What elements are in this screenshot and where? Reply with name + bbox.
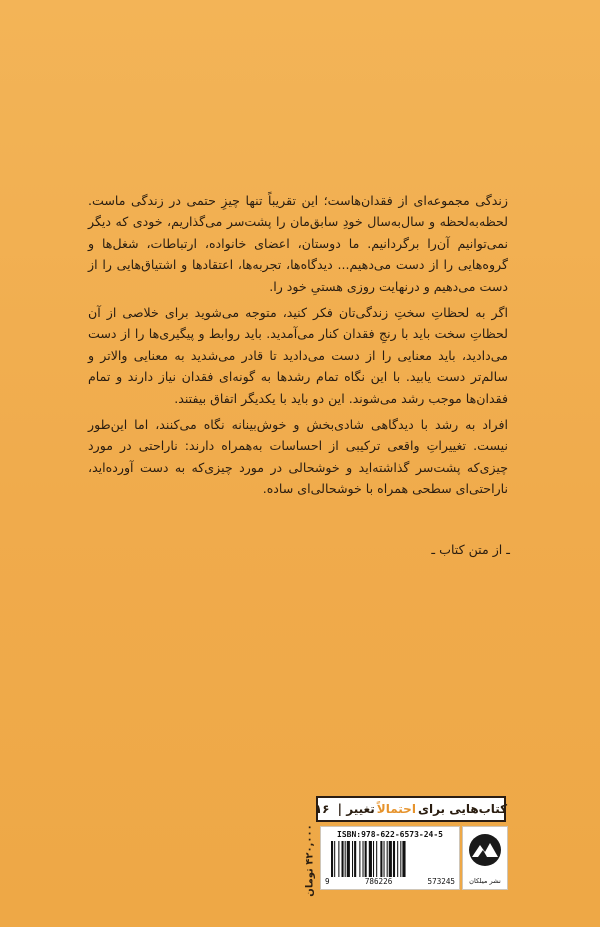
back-cover-text xyxy=(88,190,508,505)
series-prefix: کتاب‌هایی برای xyxy=(417,802,508,816)
barcode-bars xyxy=(331,841,451,877)
series-label xyxy=(316,796,506,822)
price-label xyxy=(302,823,318,897)
publisher-name: نشر میلکان xyxy=(469,877,501,885)
series-number: ۱۶ xyxy=(314,802,330,816)
barcode-digits xyxy=(325,877,455,886)
barcode-box xyxy=(320,826,460,890)
paragraph-3: افراد به رشد با دیدگاهی شادی‌بخش و خوش‌بینانه نگاه می‌کنند، اما این‌طور نیست. تغییراتِ واقعی ترکیبی از احساسات به‌همراه دارند: ناراحتی در مورد چیزی‌که پشت‌سر گذاشته‌اید و خوشحالی در مورد چیزی‌که به دست آورده‌اید، ناراحتی‌ای سطحی همراه با خوشحالی‌ای ساده. xyxy=(88,417,508,497)
publisher-logo-box xyxy=(462,826,508,890)
isbn-text: ISBN:978-622-6573-24-5 xyxy=(337,830,443,839)
series-divider: | xyxy=(333,802,347,816)
price-text: ۴۲۰,۰۰۰ تومان xyxy=(304,823,316,897)
paragraph-2: اگر به لحظاتِ سختِ زندگی‌تان فکر کنید، متوجه می‌شوید برای خلاصی از آن لحظاتِ سخت باید با رنجِ فقدان کنار می‌آمدید. باید روابط و پیگیری‌ها را از دست می‌دادید، باید معنایی را از دست می‌دادید تا قادر می‌شدید به معنایی والاتر و سالم‌تر دست یابید. با این نگاه تمام رشدها به گونه‌ای فقدان نیاز دارند و تمام فقدان‌ها موجب رشد می‌شوند. این دو باید با یکدیگر اتفاق بیفتند. xyxy=(88,305,508,406)
barcode-digit-first: 9 xyxy=(325,877,330,886)
series-accent: احتمالاً xyxy=(376,802,416,816)
paragraph-1: زندگی مجموعه‌ای از فقدان‌هاست؛ این تقریباً تنها چیزِ حتمی در زندگی ماست. لحظه‌به‌لحظه و سال‌به‌سال خودِ سابق‌مان را پشت‌سر می‌گذاریم، خودی که دیگر نمی‌توانیم آن‌را برگردانیم. ما دوستان، اعضای خانواده، ارتباطات، شغل‌ها و گروه‌هایی را از دست می‌دهیم... دیدگاه‌ها، تجربه‌ها، اعتقادها و اشتیاق‌هایی را از دست می‌دهیم و درنهایت روزی هستیِ خود را. xyxy=(88,193,508,294)
mountain-logo-icon xyxy=(467,833,503,867)
series-suffix: تغییر xyxy=(346,802,375,816)
source-note: ـ از متن کتاب ـ xyxy=(431,542,510,557)
barcode-digit-group-2: 573245 xyxy=(427,877,455,886)
barcode-digit-group-1: 786226 xyxy=(364,877,393,886)
